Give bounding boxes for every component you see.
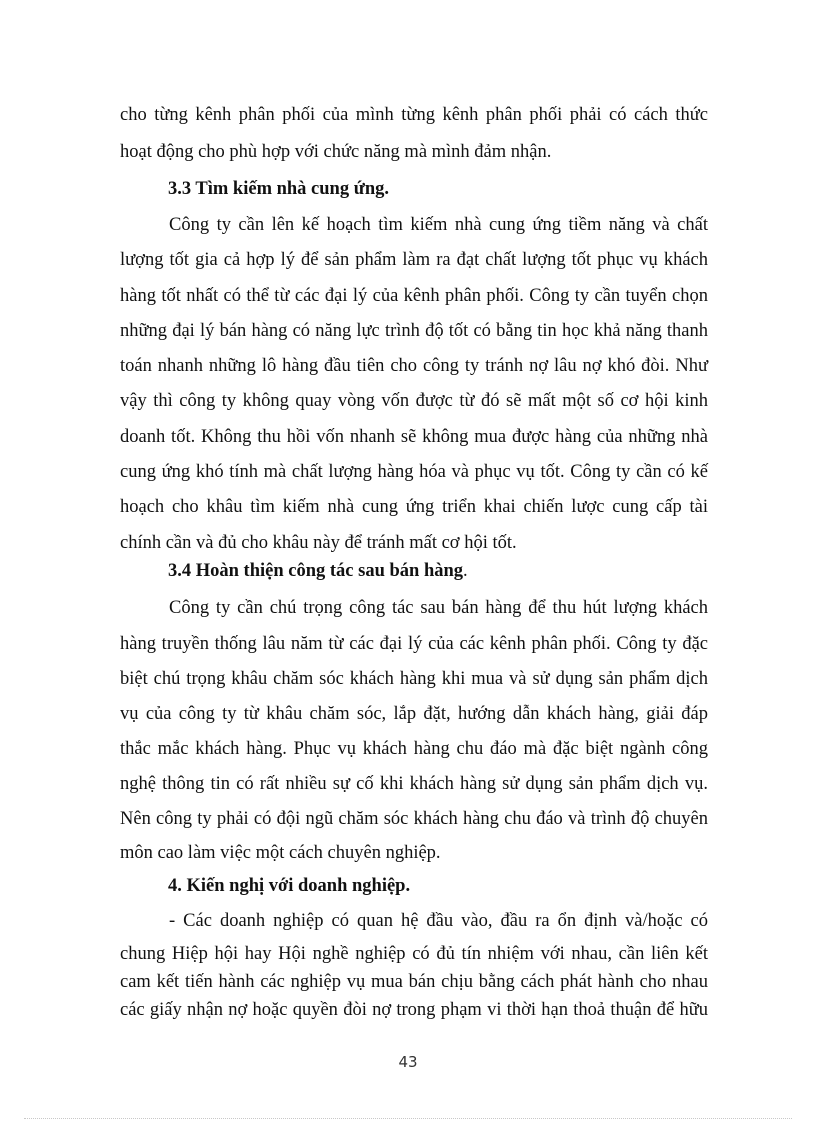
paragraph-first-line: Công ty cần lên kế hoạch tìm kiếm nhà cung ứng tiềm năng và chất bbox=[169, 215, 708, 235]
section-heading-4: 4. Kiến nghị với doanh nghiệp. bbox=[168, 876, 411, 896]
body-line: doanh tốt. Không thu hồi vốn nhanh sẽ không mua được hàng của những nhà bbox=[120, 427, 708, 447]
page-divider bbox=[24, 1118, 792, 1119]
section-heading-3-4-period: . bbox=[463, 561, 468, 581]
body-line: chính cần và đủ cho khâu này để tránh mất cơ hội tốt. bbox=[120, 533, 517, 553]
section-heading-3-4-text: 3.4 Hoàn thiện công tác sau bán hàng bbox=[168, 561, 464, 581]
body-line: hàng truyền thống lâu năm từ các đại lý của các kênh phân phối. Công ty đặc bbox=[120, 634, 708, 654]
body-line: cam kết tiến hành các nghiệp vụ mua bán chịu bằng cách phát hành cho nhau bbox=[120, 972, 708, 992]
body-line: môn cao làm việc một cách chuyên nghiệp. bbox=[120, 843, 441, 863]
body-line: chung Hiệp hội hay Hội nghề nghiệp có đủ tín nhiệm với nhau, cần liên kết bbox=[120, 944, 708, 964]
body-line: những đại lý bán hàng có năng lực trình độ tốt có bằng tin học khả năng thanh bbox=[120, 321, 708, 341]
body-line: biệt chú trọng khâu chăm sóc khách hàng khi mua và sử dụng sản phẩm dịch bbox=[120, 669, 708, 689]
body-line: hoạch cho khâu tìm kiếm nhà cung ứng triển khai chiến lược cung cấp tài bbox=[120, 497, 708, 517]
body-line: cung ứng khó tính mà chất lượng hàng hóa và phục vụ tốt. Công ty cần có kế bbox=[120, 462, 708, 482]
body-line: Nên công ty phải có đội ngũ chăm sóc khách hàng chu đáo và trình độ chuyên bbox=[120, 809, 708, 829]
paragraph-first-line: Công ty cần chú trọng công tác sau bán hàng để thu hút lượng khách bbox=[169, 598, 708, 618]
body-line: lượng tốt gia cả hợp lý để sản phẩm làm ra đạt chất lượng tốt phục vụ khách bbox=[120, 250, 708, 270]
body-line: vậy thì công ty không quay vòng vốn được từ đó sẽ mất một số cơ hội kinh bbox=[120, 391, 708, 411]
paragraph-first-line: - Các doanh nghiệp có quan hệ đầu vào, đầu ra ổn định và/hoặc có bbox=[169, 911, 708, 931]
body-line: các giấy nhận nợ hoặc quyền đòi nợ trong phạm vi thời hạn thoả thuận để hữu bbox=[120, 1000, 708, 1020]
body-line: hoạt động cho phù hợp với chức năng mà mình đảm nhận. bbox=[120, 142, 552, 162]
section-heading-3-4 bbox=[168, 559, 468, 583]
section-heading-3-3: 3.3 Tìm kiếm nhà cung ứng. bbox=[168, 179, 389, 199]
body-line: nghệ thông tin có rất nhiều sự cố khi khách hàng sử dụng sản phẩm dịch vụ. bbox=[120, 774, 708, 794]
body-line: hàng tốt nhất có thể từ các đại lý của kênh phân phối. Công ty cần tuyển chọn bbox=[120, 286, 708, 306]
body-line: cho từng kênh phân phối của mình từng kênh phân phối phải có cách thức bbox=[120, 105, 708, 125]
body-line: thắc mắc khách hàng. Phục vụ khách hàng chu đáo mà đặc biệt ngành công bbox=[120, 739, 708, 759]
body-line: toán nhanh những lô hàng đầu tiên cho công ty tránh nợ lâu nợ khó đòi. Như bbox=[120, 356, 708, 376]
page-number: 43 bbox=[398, 1053, 418, 1071]
body-line: vụ của công ty từ khâu chăm sóc, lắp đặt, hướng dẫn khách hàng, giải đáp bbox=[120, 704, 708, 724]
